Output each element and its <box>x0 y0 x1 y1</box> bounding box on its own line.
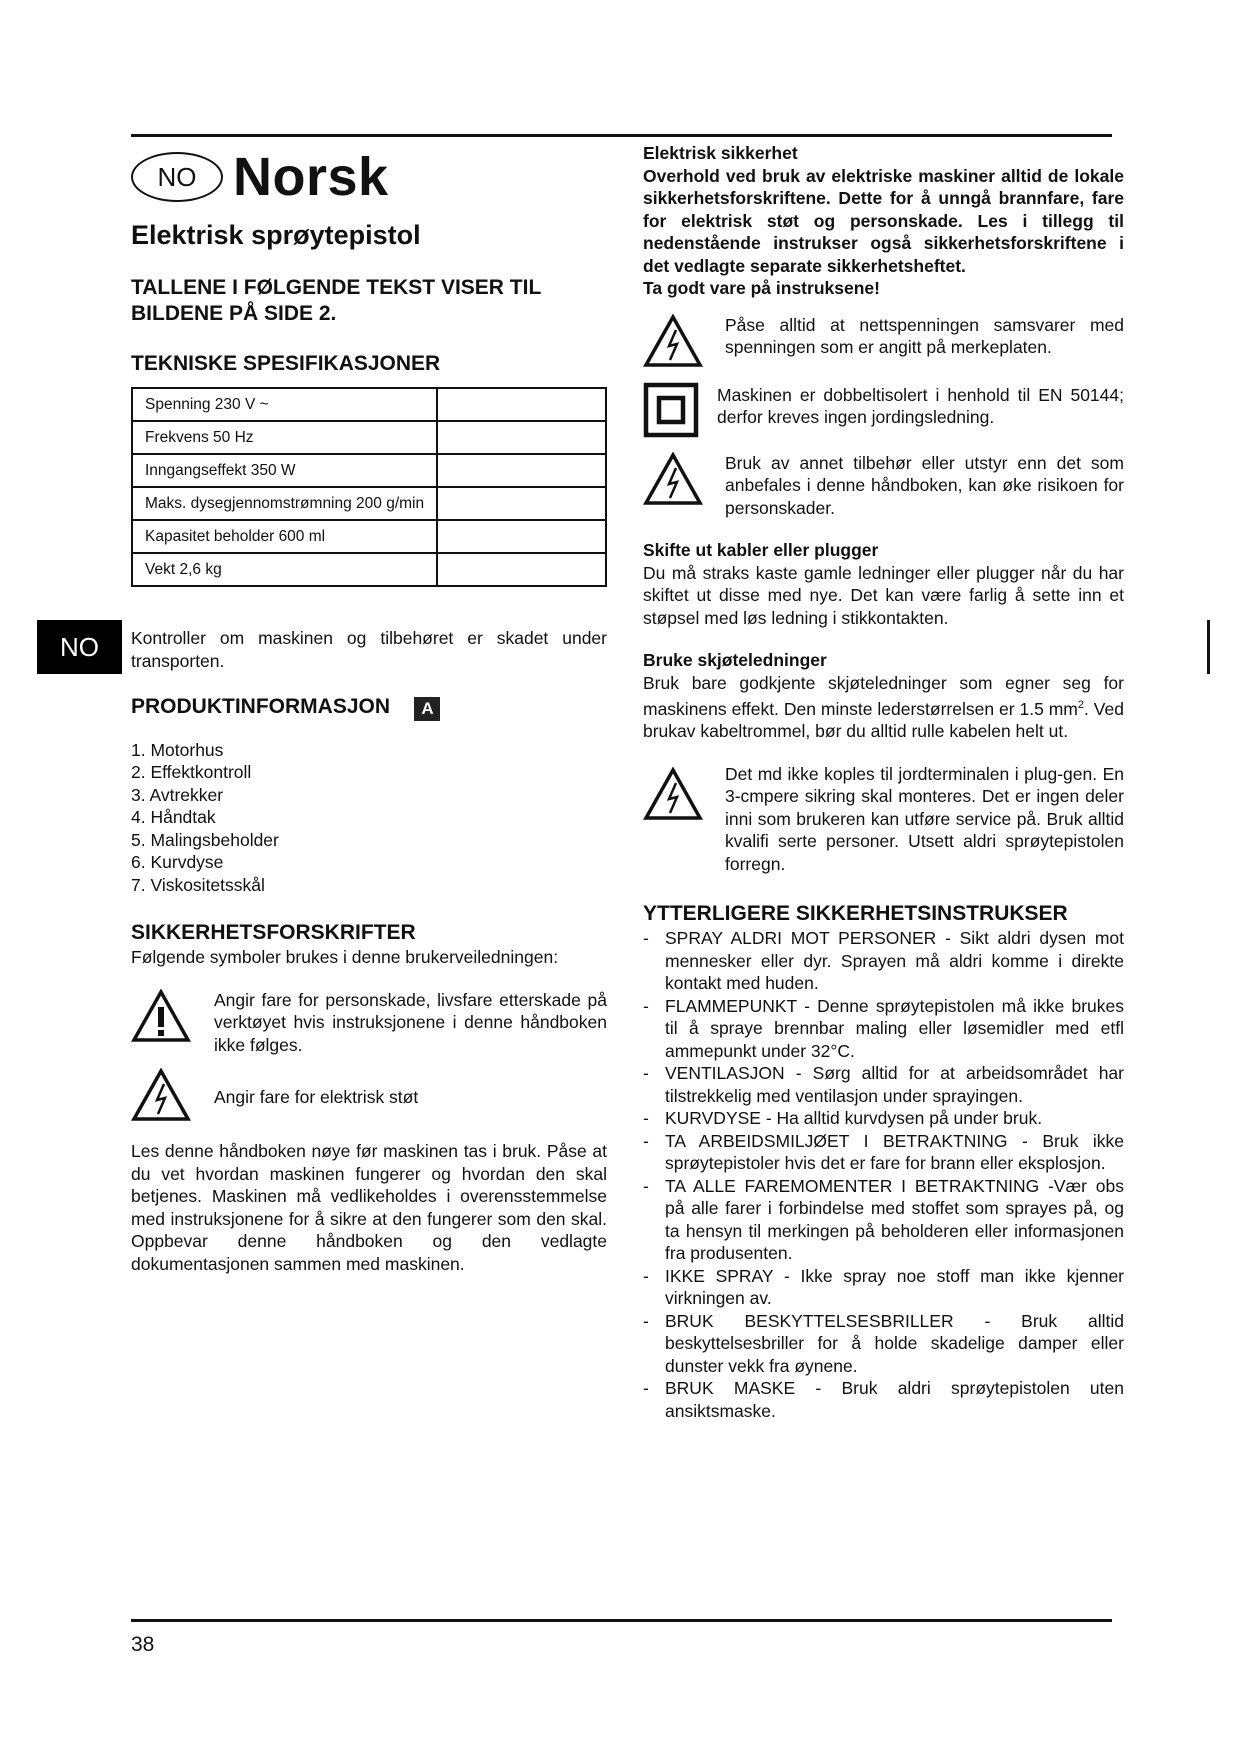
list-item: - KURVDYSE - Ha alltid kurvdysen på under bruk. <box>643 1107 1124 1130</box>
warn-voltage-row <box>643 314 1124 368</box>
list-item: 7. Viskositetsskål <box>131 874 265 895</box>
symbol-shock-text: Angir fare for elektrisk støt <box>214 1087 419 1108</box>
margin-marker <box>1207 620 1210 674</box>
figure-badge: A <box>414 697 440 721</box>
left-column <box>131 141 607 1275</box>
electric-shock-icon <box>643 452 703 506</box>
safety-intro-text: Følgende symboler brukes i denne brukerveiledningen: <box>131 947 559 968</box>
warn-accessories-row <box>643 452 1124 520</box>
list-item: 1. Motorhus <box>131 739 224 760</box>
electric-safety-heading: Elektrisk sikkerhet <box>643 143 798 163</box>
spec-heading: TEKNISKE SPESIFIKASJONER <box>131 352 441 375</box>
list-item: 6. Kurvdyse <box>131 852 224 873</box>
warn-double-insulation-text: Maskinen er dobbeltisolert i henhold til EN 50144; derfor kreves ingen jordingsledning. <box>717 384 1124 427</box>
language-header <box>131 146 389 208</box>
list-item: 4. Håndtak <box>131 807 216 828</box>
extension-text: Bruk bare godkjente skjøteledninger som egner seg for maskinens effekt. Den minste lederstørrelsen er 1.5 $mm^2$. Ved brukav kabeltrommel, bør du alltid rulle kabelen helt ut. <box>643 672 1124 742</box>
list-item: 5. Malingsbeholder <box>131 829 279 850</box>
spec-table <box>131 387 607 587</box>
warn-double-insulation-row <box>643 382 1124 438</box>
keep-instructions-text: Ta godt vare på instruksene! <box>643 278 880 298</box>
transport-check-text: Kontroller om maskinen og tilbehøret er skadet under transporten. <box>131 628 607 671</box>
right-column <box>643 142 1124 1422</box>
table-row <box>132 421 606 454</box>
language-side-tab: NO <box>37 620 122 674</box>
additional-safety-heading: YTTERLIGERE SIKKERHETSINSTRUKSER <box>643 902 1068 926</box>
double-insulation-icon <box>643 382 699 438</box>
table-row <box>132 553 606 586</box>
cables-heading: Skifte ut kabler eller plugger <box>643 540 879 560</box>
symbol-injury-row <box>131 989 607 1057</box>
spec-cell: Vekt 2,6 kg <box>132 553 437 586</box>
safety-heading: SIKKERHETSFORSKRIFTER <box>131 921 416 945</box>
list-item: - FLAMMEPUNKT - Denne sprøytepistolen må ikke brukes til å spraye brennbar maling eller løsemidler med etfl ammepunkt under 32°C. <box>643 995 1124 1063</box>
language-code-oval: NO <box>131 152 223 202</box>
list-item: 2. Effektkontroll <box>131 762 252 783</box>
list-item: - IKKE SPRAY - Ikke spray noe stoff man ikke kjenner virkningen av. <box>643 1265 1124 1310</box>
spec-cell: Frekvens 50 Hz <box>132 421 437 454</box>
list-item: - SPRAY ALDRI MOT PERSONER - Sikt aldri dysen mot mennesker eller dyr. Sprayen må aldri komme i direkte kontakt med huden. <box>643 927 1124 995</box>
warn-accessories-text: Bruk av annet tilbehør eller utstyr enn det som anbefales i denne håndboken, kan øke risikoen for personskader. <box>725 452 1124 518</box>
intro-heading: TALLENE I FØLGENDE TEKST VISER TIL BILDENE PÅ SIDE 2. <box>131 276 541 325</box>
symbol-injury-text: Angir fare for personskade, livsfare etterskade på verktøyet hvis instruksjonene i denne håndboken ikke følges. <box>214 989 607 1055</box>
electric-safety-bold-text: Overhold ved bruk av elektriske maskiner alltid de lokale sikkerhetsforskriftene. Dette for å unngå brannfare, fare for elektrisk støt og personskade. Les i tillegg til nedenstående instrukser også sikkerhetsforskriftene i det vedlagte separate sikkerhetsheftet. <box>643 165 1124 276</box>
list-item: - BRUK BESKYTTELSESBRILLER - Bruk alltid beskyttelsesbriller for å holde skadelige damper eller dunster vekk fra øynene. <box>643 1310 1124 1378</box>
table-row <box>132 520 606 553</box>
spec-cell: Spenning 230 V ~ <box>132 388 437 421</box>
warn-earth-row <box>643 763 1124 876</box>
list-item: - BRUK MASKE - Bruk aldri sprøytepistolen uten ansiktsmaske. <box>643 1377 1124 1422</box>
spec-cell: Inngangseffekt 350 W <box>132 454 437 487</box>
top-rule <box>131 134 1112 137</box>
table-row <box>132 454 606 487</box>
list-item: - TA ALLE FAREMOMENTER I BETRAKTNING -Vær obs på alle farer i forbindelse med stoffet som sprayes på, og ta hensyn til merkingen på beholderen eller informasjonen fra produsenten. <box>643 1175 1124 1265</box>
page-title: Elektrisk sprøytepistol <box>131 220 421 250</box>
list-item: - TA ARBEIDSMILJØET I BETRAKTNING - Bruk ikke sprøytepistoler hvis det er fare for brann eller eksplosjon. <box>643 1130 1124 1175</box>
additional-safety-list <box>643 927 1124 1422</box>
spec-cell: Kapasitet beholder 600 ml <box>132 520 437 553</box>
product-heading: PRODUKTINFORMASJON <box>131 695 391 718</box>
product-heading-row <box>131 694 607 721</box>
cables-text: Du må straks kaste gamle ledninger eller plugger når du har skiftet ut disse med nye. Det kan være farlig å sette inn et støpsel med løs ledning i stikkontakten. <box>643 562 1124 628</box>
spec-cell: Maks. dysegjennomstrømning 200 g/min <box>132 487 437 520</box>
product-parts-list <box>131 739 607 897</box>
list-item: 3. Avtrekker <box>131 784 224 805</box>
general-warning-icon <box>131 989 191 1043</box>
page-number: 38 <box>131 1633 155 1656</box>
language-name: Norsk <box>233 147 389 207</box>
electric-shock-icon <box>643 314 703 368</box>
read-manual-text: Les denne håndboken nøye før maskinen tas i bruk. Påse at du vet hvordan maskinen fungerer og hvordan den skal betjenes. Maskinen må vedlikeholdes i overensstemmelse med instruksjonene for å sikre at den fungerer som den skal. Oppbevar denne håndboken og den vedlagte dokumentasjonen sammen med maskinen. <box>131 1141 607 1274</box>
extension-heading: Bruke skjøteledninger <box>643 650 827 670</box>
list-item: - VENTILASJON - Sørg alltid for at arbeidsområdet har tilstrekkelig med ventilasjon under sprayingen. <box>643 1062 1124 1107</box>
warn-earth-text: Det md ikke koples til jordterminalen i plug-gen. En 3-cmpere sikring skal monteres. Det er ingen deler inni som brukeren kan utføre service på. Bruk alltid kvalifi serte personer. Utsett aldri sprøytepistolen forregn. <box>725 763 1124 874</box>
electric-shock-icon <box>131 1068 191 1122</box>
table-row <box>132 388 606 421</box>
warn-voltage-text: Påse alltid at nettspenningen samsvarer med spenningen som er angitt på merkeplaten. <box>725 314 1124 357</box>
table-row <box>132 487 606 520</box>
symbol-shock-row <box>131 1068 607 1122</box>
electric-shock-icon <box>643 767 703 821</box>
bottom-rule <box>131 1619 1112 1622</box>
